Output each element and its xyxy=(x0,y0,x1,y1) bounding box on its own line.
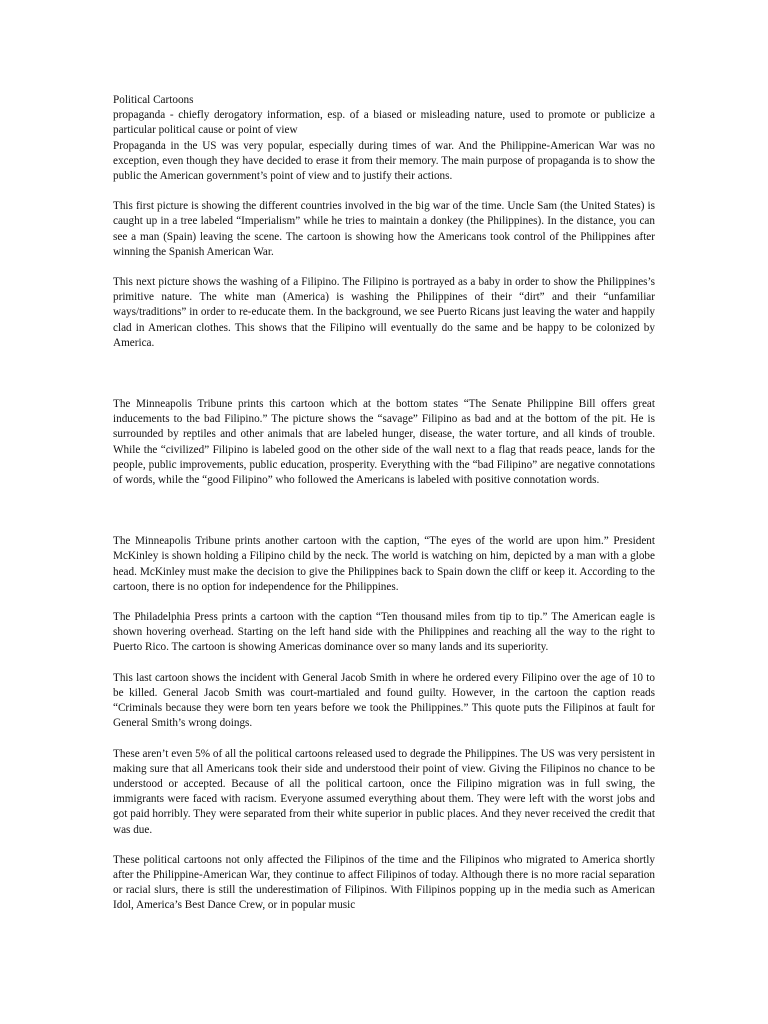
paragraph-today: These political cartoons not only affected the Filipinos of the time and the Filipinos who migrated to America shortly after the Philippine-American War, they continue to affect Filipinos of today. Although there is no more racial separation or racial slurs, there is still the underestimation of Filipinos. With Filipinos popping up in the media such as American Idol, America’s Best Dance Crew, or in popular music xyxy=(113,853,655,912)
paragraph-senate-bill-cartoon: The Minneapolis Tribune prints this cartoon which at the bottom states “The Senate Philippine Bill offers great inducements to the bad Filipino.” The picture shows the “savage” Filipino as bad and at the bottom of the pit. He is surrounded by reptiles and other animals that are labeled hunger, disease, the water torture, and all kinds of trouble. While the “civilized” Filipino is labeled good on the other side of the wall next to a flag that reads peace, lands for the people, public improvements, public education, prosperity. Everything with the “bad Filipino” are negative connotations of words, while the “good Filipino” who followed the Americans is labeled with positive connotation words. xyxy=(113,398,655,487)
paragraph-washing-cartoon: This next picture shows the washing of a Filipino. The Filipino is portrayed as a baby in order to show the Philippines’s primitive nature. The white man (America) is washing the Philippines of their “dirt” and their “unfamiliar ways/traditions” in order to re-educate them. In the background, we see Puerto Ricans just leaving the water and happily clad in American clothes. This shows that the Filipino will eventually do the same and be happy to be colonized by America. xyxy=(113,276,655,349)
paragraph-imperialism-cartoon: This first picture is showing the different countries involved in the big war of the time. Uncle Sam (the United States) is caught up in a tree labeled “Imperialism” while he tries to maintain a donkey (the Philippines). In the distance, you can see a man (Spain) leaving the scene. The cartoon is showing how the Americans took control of the Philippines after winning the Spanish American War. xyxy=(113,200,655,258)
paragraph-mckinley-cartoon: The Minneapolis Tribune prints another cartoon with the caption, “The eyes of the world are upon him.” President McKinley is shown holding a Filipino child by the neck. The world is watching on him, depicted by a man with a globe head. McKinley must make the decision to give the Philippines back to Spain down the cliff or keep it. According to the cartoon, there is no option for independence for the Philippines. xyxy=(113,535,655,593)
document-body xyxy=(113,93,655,914)
document-title: Political Cartoons xyxy=(113,94,194,106)
paragraph-impact: These aren’t even 5% of all the political cartoons released used to degrade the Philippines. The US was very persistent in making sure that all Americans took their side and understood their point of view. Giving the Filipinos no chance to be understood or accepted. Because of all the political cartoon, once the Filipino migration was in full swing, the immigrants were faced with racism. Everyone assumed everything about them. They were left with the worst jobs and got paid horribly. They were separated from their white superior in public places. And they never received the credit that was due. xyxy=(113,747,655,836)
paragraph-jacob-smith-cartoon: This last cartoon shows the incident with General Jacob Smith in where he ordered every Filipino over the age of 10 to be killed. General Jacob Smith was court-martialed and found guilty. However, in the cartoon the caption reads “Criminals because they were born ten years before we took the Philippines.” This quote puts the Filipinos at fault for General Smith’s wrong doings. xyxy=(113,671,655,730)
intro-paragraph: Propaganda in the US was very popular, especially during times of war. And the Philippine-American War was no exception, even though they have decided to erase it from their memory. The main purpose of propaganda is to show the public the American government’s point of view and to justify their actions. xyxy=(113,139,655,183)
paragraph-eagle-cartoon: The Philadelphia Press prints a cartoon with the caption “Ten thousand miles from tip to tip.” The American eagle is shown hovering overhead. Starting on the left hand side with the Philippines and reaching all the way to the right to Puerto Rico. The cartoon is showing Americas dominance over so many lands and its superiority. xyxy=(113,611,655,654)
definition-paragraph: propaganda - chiefly derogatory information, esp. of a biased or misleading nature, used to promote or publicize a particular political cause or point of view xyxy=(113,109,655,137)
